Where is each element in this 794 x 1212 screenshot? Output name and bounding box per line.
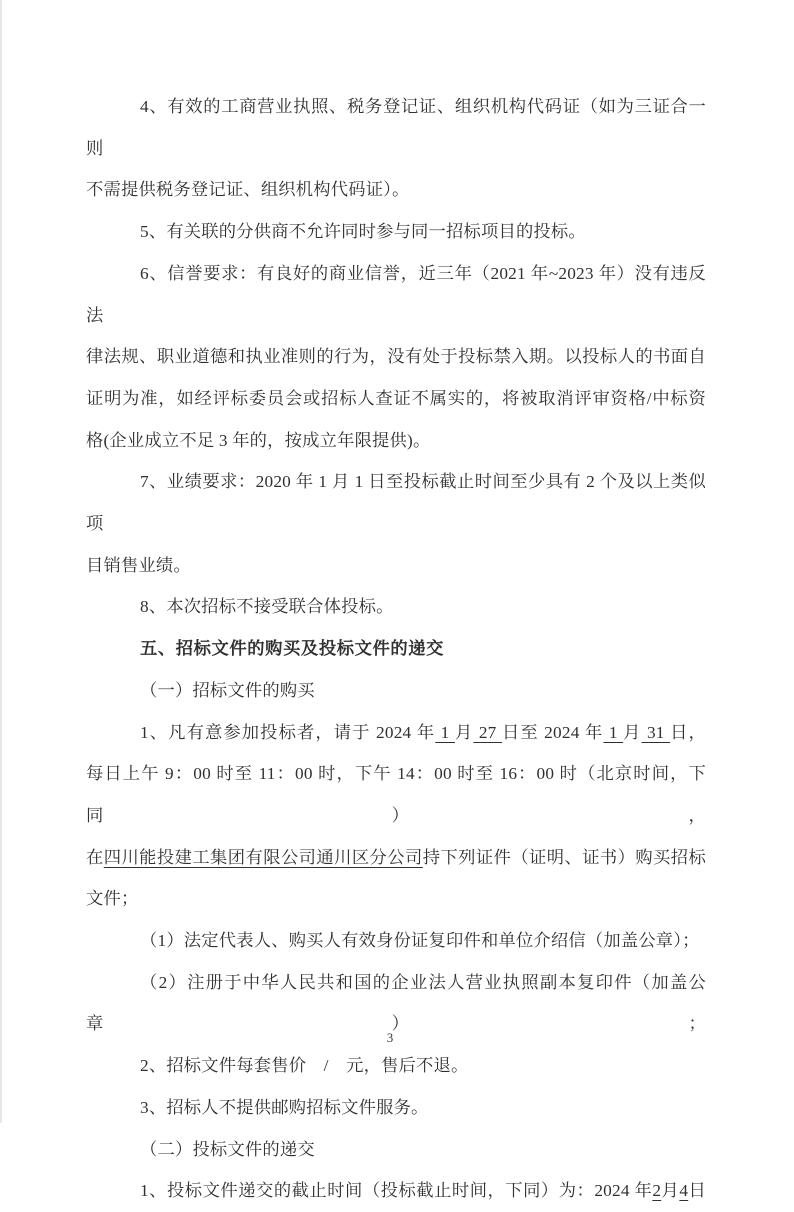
text-line bbox=[86, 545, 706, 587]
text-line bbox=[86, 878, 706, 920]
text-segment: 7、业绩要求：2020 年 1 月 1 日至投标截止时间至少具有 2 个及以上类似项 bbox=[86, 472, 706, 534]
text-segment: （一）招标文件的购买 bbox=[140, 680, 315, 700]
text-segment: 8、本次招标不接受联合体投标。 bbox=[140, 597, 394, 617]
underlined-fill-in-text: 4 bbox=[679, 1181, 689, 1201]
text-segment: 律法规、职业道德和执业准则的行为，没有处于投标禁入期。以投标人的书面自 bbox=[86, 347, 706, 367]
text-line bbox=[86, 837, 706, 879]
text-segment: 月 bbox=[454, 722, 474, 742]
text-line bbox=[86, 86, 706, 169]
text-segment: 目销售业绩。 bbox=[86, 555, 191, 575]
text-segment: 每日上午 9：00 时至 11：00 时，下午 14：00 时至 16：00 时（北京时间，下同）， bbox=[86, 764, 706, 825]
text-line bbox=[86, 1087, 706, 1129]
text-line bbox=[86, 586, 706, 628]
text-segment: （2）注册于中华人民共和国的企业法人营业执照副本复印件（加盖公章）； bbox=[86, 972, 706, 1034]
text-segment: 月 bbox=[661, 1181, 680, 1201]
text-segment: 1、凡有意参加投标者，请于 2024 年 bbox=[140, 722, 436, 742]
underlined-fill-in-text: 31 bbox=[641, 722, 671, 742]
text-segment: 4、有效的工商营业执照、税务登记证、组织机构代码证（如为三证合一则 bbox=[86, 97, 706, 158]
text-line bbox=[86, 1045, 706, 1087]
text-segment: （1）法定代表人、购买人有效身份证复印件和单位介绍信（加盖公章）； bbox=[140, 931, 700, 951]
page-number: 3 bbox=[386, 1030, 394, 1045]
text-line bbox=[86, 712, 706, 754]
text-line bbox=[86, 253, 706, 336]
text-segment: 日， bbox=[670, 722, 706, 742]
text-line bbox=[86, 920, 706, 962]
text-line bbox=[86, 211, 706, 253]
text-segment: 3、招标人不提供邮购招标文件服务。 bbox=[140, 1097, 429, 1117]
text-line bbox=[86, 1170, 706, 1212]
underlined-fill-in-text: 四川能投建工集团有限公司通川区分公司 bbox=[103, 847, 423, 867]
text-segment: 五、招标文件的购买及投标文件的递交 bbox=[140, 639, 444, 659]
underlined-fill-in-text: 1 bbox=[603, 722, 624, 742]
text-segment: 在 bbox=[86, 847, 104, 867]
text-segment: 持下列证件（证明、证书）购买招标 bbox=[422, 847, 707, 867]
text-line bbox=[86, 670, 706, 712]
text-segment: 日 bbox=[688, 1181, 706, 1201]
text-segment: 格(企业成立不足 3 年的，按成立年限提供)。 bbox=[86, 430, 431, 450]
text-line bbox=[86, 461, 706, 544]
text-line bbox=[86, 420, 706, 462]
text-line bbox=[86, 169, 706, 211]
text-segment: （二）投标文件的递交 bbox=[140, 1139, 315, 1159]
text-segment: 文件； bbox=[86, 889, 139, 909]
text-segment: 1、投标文件递交的截止时间（投标截止时间，下同）为：2024 年 bbox=[140, 1181, 653, 1201]
text-segment: 证明为准，如经评标委员会或招标人查证不属实的，将被取消评审资格/中标资 bbox=[86, 388, 706, 408]
underlined-fill-in-text: 1 bbox=[435, 722, 455, 742]
text-segment: 5、有关联的分供商不允许同时参与同一招标项目的投标。 bbox=[140, 222, 586, 242]
text-line bbox=[86, 628, 706, 670]
text-segment: 2、招标文件每套售价 / 元，售后不退。 bbox=[140, 1056, 469, 1076]
text-segment: 日至 2024 年 bbox=[501, 722, 604, 742]
text-segment: 月 bbox=[623, 722, 642, 742]
text-segment: 不需提供税务登记证、组织机构代码证）。 bbox=[86, 180, 410, 200]
text-line bbox=[86, 378, 706, 420]
underlined-fill-in-text: 2 bbox=[652, 1181, 662, 1201]
text-segment: 6、信誉要求：有良好的商业信誉，近三年（2021 年~2023 年）没有违反法 bbox=[86, 263, 706, 325]
underlined-fill-in-text: 27 bbox=[473, 722, 502, 742]
text-line bbox=[86, 753, 706, 836]
text-line bbox=[86, 1129, 706, 1171]
text-line bbox=[86, 336, 706, 378]
